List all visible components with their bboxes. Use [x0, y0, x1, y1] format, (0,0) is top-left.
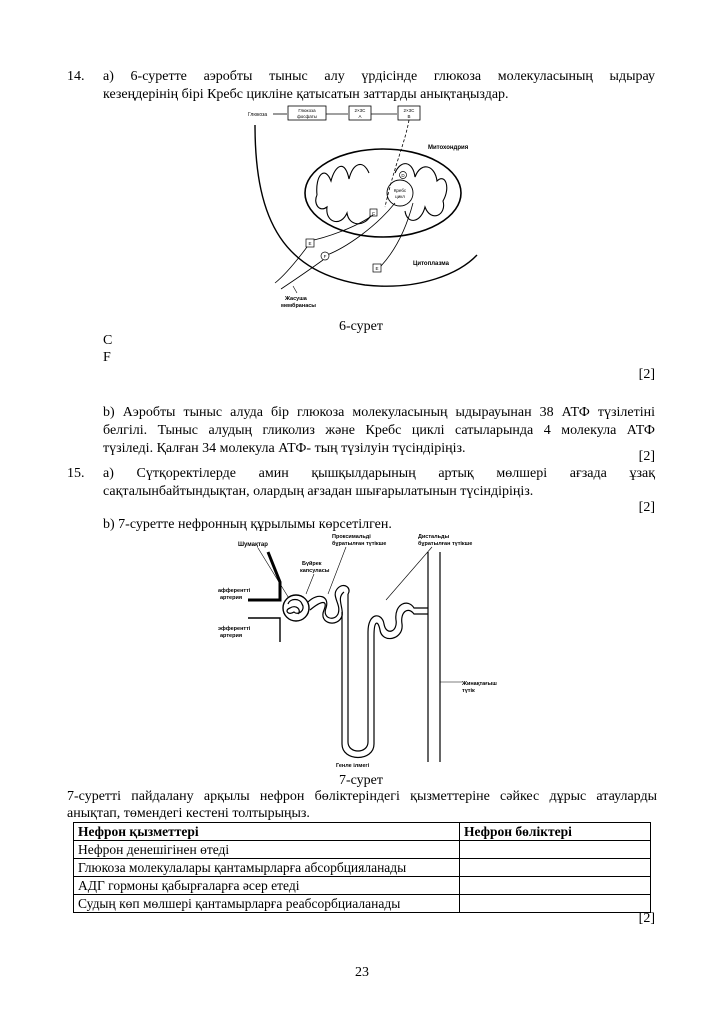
proximal-label-2: бұратылған түтікше: [332, 541, 387, 547]
q14b-text-line3: түзіледі. Қалған 34 молекула АТФ- тың түзілуін түсіндіріңіз.: [103, 441, 466, 456]
table-cell-function: Нефрон денешігінен өтеді: [74, 841, 460, 859]
efferent-arteriole: [248, 618, 280, 642]
table-cell-answer[interactable]: [460, 841, 651, 859]
q15a-text-line2: сақталынбайтындықтан, олардың ағзадан шығарылатынын түсіндіріңіз.: [103, 484, 534, 499]
q15a-text-line1: а) Сүтқоректілерде амин қышқылдарының артық мөлшері ағзада ұзақ: [103, 466, 655, 481]
table-cell-answer[interactable]: [460, 895, 651, 913]
collecting-duct-label-1: Жинақтағыш: [462, 681, 497, 687]
table-cell-function: Глюкоза молекулалары қантамырларға абсорбцияланады: [74, 859, 460, 877]
page-number: 23: [355, 965, 369, 980]
table-cell-answer[interactable]: [460, 877, 651, 895]
glomerulus-label: Шумақтар: [238, 542, 268, 548]
afferent-label-1: афферентті: [218, 588, 251, 594]
glucose-label: Глюкоза: [248, 112, 268, 118]
q14b-text-line2: белгілі. Тыныс алудың гликолиз және Кребс циклі сатыларында 4 молекула АТФ: [103, 423, 655, 438]
efferent-label-2: артерия: [220, 633, 243, 639]
q15-instruction-line2: анықтап, төмендегі кестені толтырыңыз.: [67, 806, 310, 821]
table-header-parts: Нефрон бөліктері: [460, 823, 651, 841]
q14b-text-line1: b) Аэробты тыныс алуда бір глюкоза молекуласының ыдырауынан 38 АТФ түзілетіні: [103, 405, 655, 420]
answer-f-label: F: [103, 350, 111, 365]
box-a-label-2: А: [358, 114, 362, 119]
distal-label-2: бұратылған түтікше: [418, 541, 473, 547]
q14a-text-line1: а) 6-суретте аэробты тыныс алу үрдісінде глюкоза молекуласының ыдырау: [103, 69, 655, 84]
label-e2: E: [375, 266, 379, 271]
box-a-label-1: 2×3С: [354, 108, 366, 113]
table-header-functions: Нефрон қызметтері: [74, 823, 460, 841]
figure-7-caption: 7-сурет: [338, 773, 384, 788]
label-c: C: [371, 211, 376, 216]
label-f: F: [323, 254, 327, 259]
glucose-phosphate-label-2: фосфаты: [297, 114, 317, 119]
proximal-convoluted-tubule: [308, 586, 349, 619]
table-cell-function: АДГ гормоны қабырғаларға әсер етеді: [74, 877, 460, 895]
loop-of-henle-label: Генле ілмегі: [336, 763, 370, 769]
efferent-label-1: эфферентті: [218, 626, 251, 632]
q14a-mark: [2]: [638, 367, 655, 382]
collecting-duct-label-2: түтік: [462, 688, 475, 694]
cytoplasm-label: Цитоплазма: [413, 261, 449, 267]
nephron-table: [73, 822, 651, 913]
capsule-label-2: капсуласы: [300, 568, 330, 574]
label-d: D: [401, 173, 405, 178]
table-row: [74, 859, 651, 877]
glucose-phosphate-label-1: Глюкоза: [298, 108, 316, 113]
mitochondrion-label: Митохондрия: [428, 145, 469, 151]
capsule-label-1: Бүйрек: [302, 561, 322, 567]
box-b-label-1: 2×3С: [403, 108, 415, 113]
loop-of-henle: [348, 594, 368, 751]
table-header-row: [74, 823, 651, 841]
proximal-label-1: Проксимальді: [332, 534, 371, 540]
q15a-mark: [2]: [638, 500, 655, 515]
cell-membrane-label-1: Жасуша: [285, 296, 307, 302]
question-14-number: 14.: [67, 69, 85, 84]
bowmans-capsule: [283, 595, 309, 621]
figure-6-caption: 6-сурет: [338, 319, 384, 334]
table-row: [74, 895, 651, 913]
krebs-label-1: Кребс: [393, 188, 407, 193]
q14b-mark: [2]: [638, 449, 655, 464]
table-row: [74, 877, 651, 895]
box-b-label-2: В: [407, 114, 411, 119]
question-15-number: 15.: [67, 466, 85, 481]
q15-instruction-line1: 7-суретті пайдалану арқылы нефрон бөліктеріндегі қызметтеріне сәйкес дұрыс атауларды: [67, 789, 657, 804]
afferent-label-2: артерия: [220, 595, 243, 601]
table-cell-function: Судың көп мөлшері қантамырларға реабсорбциаланады: [74, 895, 460, 913]
cell-membrane-label-2: мембранасы: [281, 303, 317, 309]
figure-6-mitochondrion-diagram: [245, 103, 485, 315]
q15-table-mark: [2]: [638, 911, 655, 926]
answer-c-label: C: [103, 333, 113, 348]
krebs-label-2: цикл: [395, 194, 405, 199]
table-row: [74, 841, 651, 859]
figure-7-nephron-diagram: [218, 532, 518, 772]
distal-label-1: Дистальды: [418, 534, 450, 540]
q14a-text-line2: кезеңдерінің бірі Кребс цикліне қатысатын заттарды анықтаңыздар.: [103, 87, 509, 102]
q15b-text: b) 7-суретте нефронның құрылымы көрсетілген.: [103, 517, 392, 532]
table-cell-answer[interactable]: [460, 859, 651, 877]
label-e1: E: [308, 241, 312, 246]
mitochondrion-outer-membrane: [305, 149, 461, 237]
distal-convoluted-tubule: [368, 603, 428, 632]
